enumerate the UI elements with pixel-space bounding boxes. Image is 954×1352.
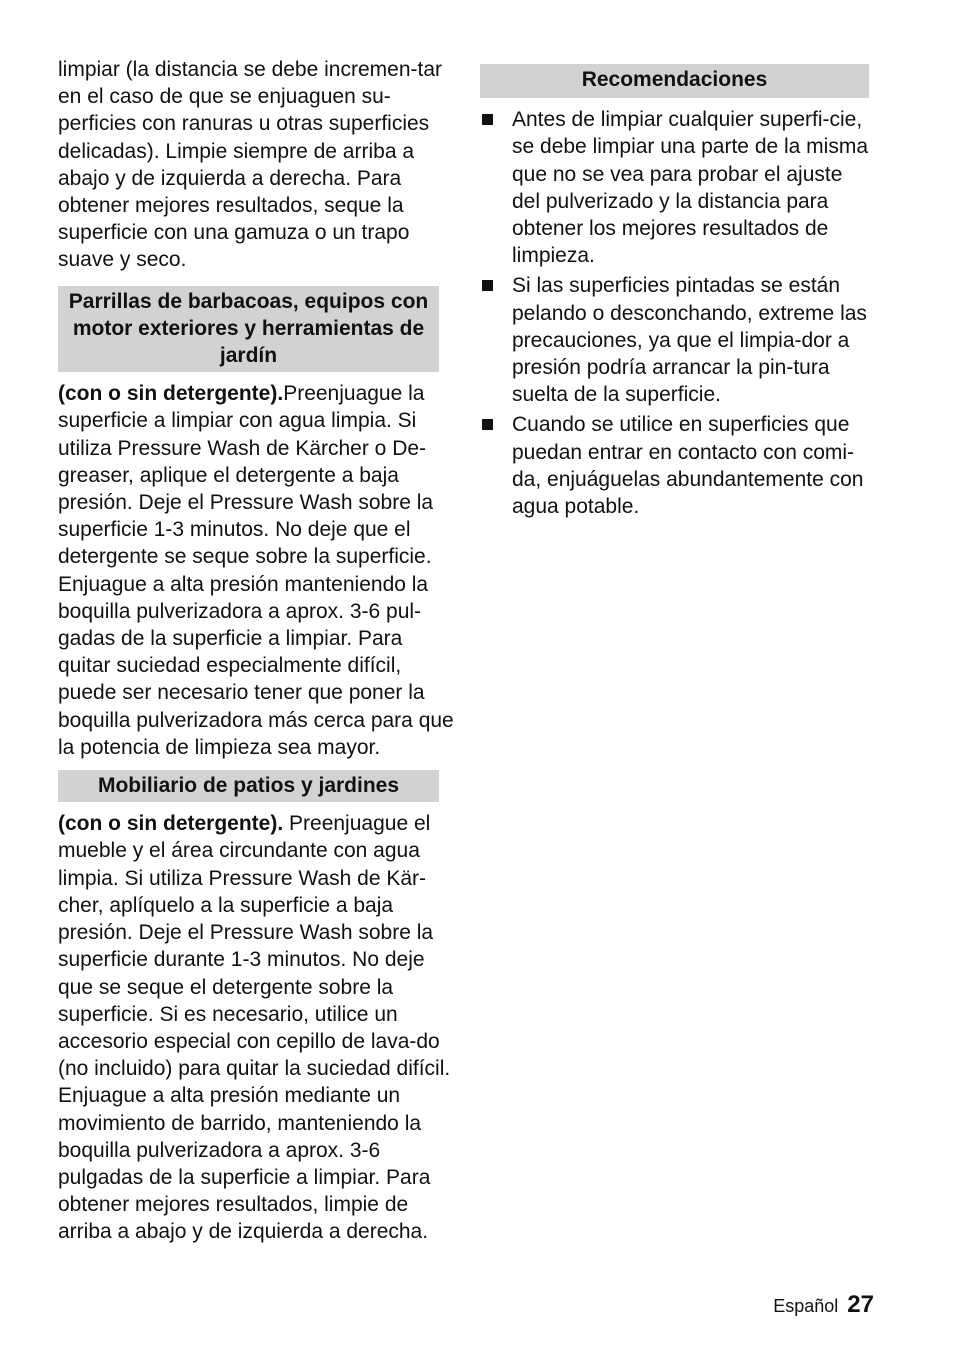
intro-paragraph: limpiar (la distancia se debe incremen-tar en el caso de que se enjuaguen su-perficies con ranuras u otras superficies delicadas). Limpie siempre de arriba a abajo y de izquierda a derecha. Para obtener mejores resultados, seque la superficie con una gamuza o un trapo suave y seco.: [58, 58, 442, 272]
list-item-text: Cuando se utilice en superficies que puedan entrar en contacto con comi-da, enjuáguelas abundantemente con agua potable.: [512, 413, 864, 519]
page-footer: [773, 1291, 874, 1320]
grills-lead: (con o sin detergente).: [58, 382, 284, 406]
grills-paragraph: [58, 380, 454, 761]
left-column: [58, 56, 454, 1246]
list-item-text: Si las superficies pintadas se están pelando o desconchando, extreme las precauciones, ya que el limpia-dor a presión podría arrancar la pin-tura suelta de la superficie.: [512, 274, 867, 407]
square-bullet-icon: [482, 114, 493, 125]
grills-text: Preenjuague la superficie a limpiar con agua limpia. Si utiliza Pressure Wash de Kärcher o De-greaser, aplique el detergente a baja presión. Deje el Pressure Wash sobre la superficie 1-3 minutos. No deje que el detergente se seque sobre la superficie. Enjuague a alta presión manteniendo la boquilla pulverizadora a aprox. 3-6 pul-gadas de la superficie a limpiar. Para quitar suciedad especialmente difícil, puede ser necesario tener que poner la boquilla pulverizadora más cerca para que la potencia de limpieza sea mayor.: [58, 382, 454, 759]
section-heading-grills: Parrillas de barbacoas, equipos con motor exteriores y herramientas de jardín: [58, 286, 439, 373]
furniture-paragraph: [58, 810, 454, 1245]
section-heading-furniture: Mobiliario de patios y jardines: [58, 770, 439, 802]
recommendations-list: [480, 106, 876, 520]
section-heading-recommendations: Recomendaciones: [480, 64, 869, 98]
furniture-lead: (con o sin detergente).: [58, 812, 284, 836]
list-item: [480, 106, 876, 269]
list-item: [480, 411, 876, 520]
right-column: [480, 64, 876, 523]
list-item: [480, 272, 876, 408]
footer-language: Español: [773, 1296, 839, 1316]
list-item-text: Antes de limpiar cualquier superfi-cie, se debe limpiar una parte de la misma que no se vea para probar el ajuste del pulverizado y la distancia para obtener los mejores resultados de limpieza.: [512, 108, 869, 268]
square-bullet-icon: [482, 419, 493, 430]
page-number: 27: [847, 1291, 874, 1318]
furniture-text: Preenjuague el mueble y el área circundante con agua limpia. Si utiliza Pressure Wash de Kär-cher, aplíquelo a la superficie a baja presión. Deje el Pressure Wash sobre la superficie durante 1-3 minutos. No deje que se seque el detergente sobre la superficie. Si es necesario, utilice un accesorio especial con cepillo de lava-do (no incluido) para quitar la suciedad difícil. Enjuague a alta presión mediante un movimiento de barrido, manteniendo la boquilla pulverizadora a aprox. 3-6 pulgadas de la superficie a limpiar. Para obtener mejores resultados, limpie de arriba a abajo y de izquierda a derecha.: [58, 812, 451, 1244]
square-bullet-icon: [482, 280, 493, 291]
